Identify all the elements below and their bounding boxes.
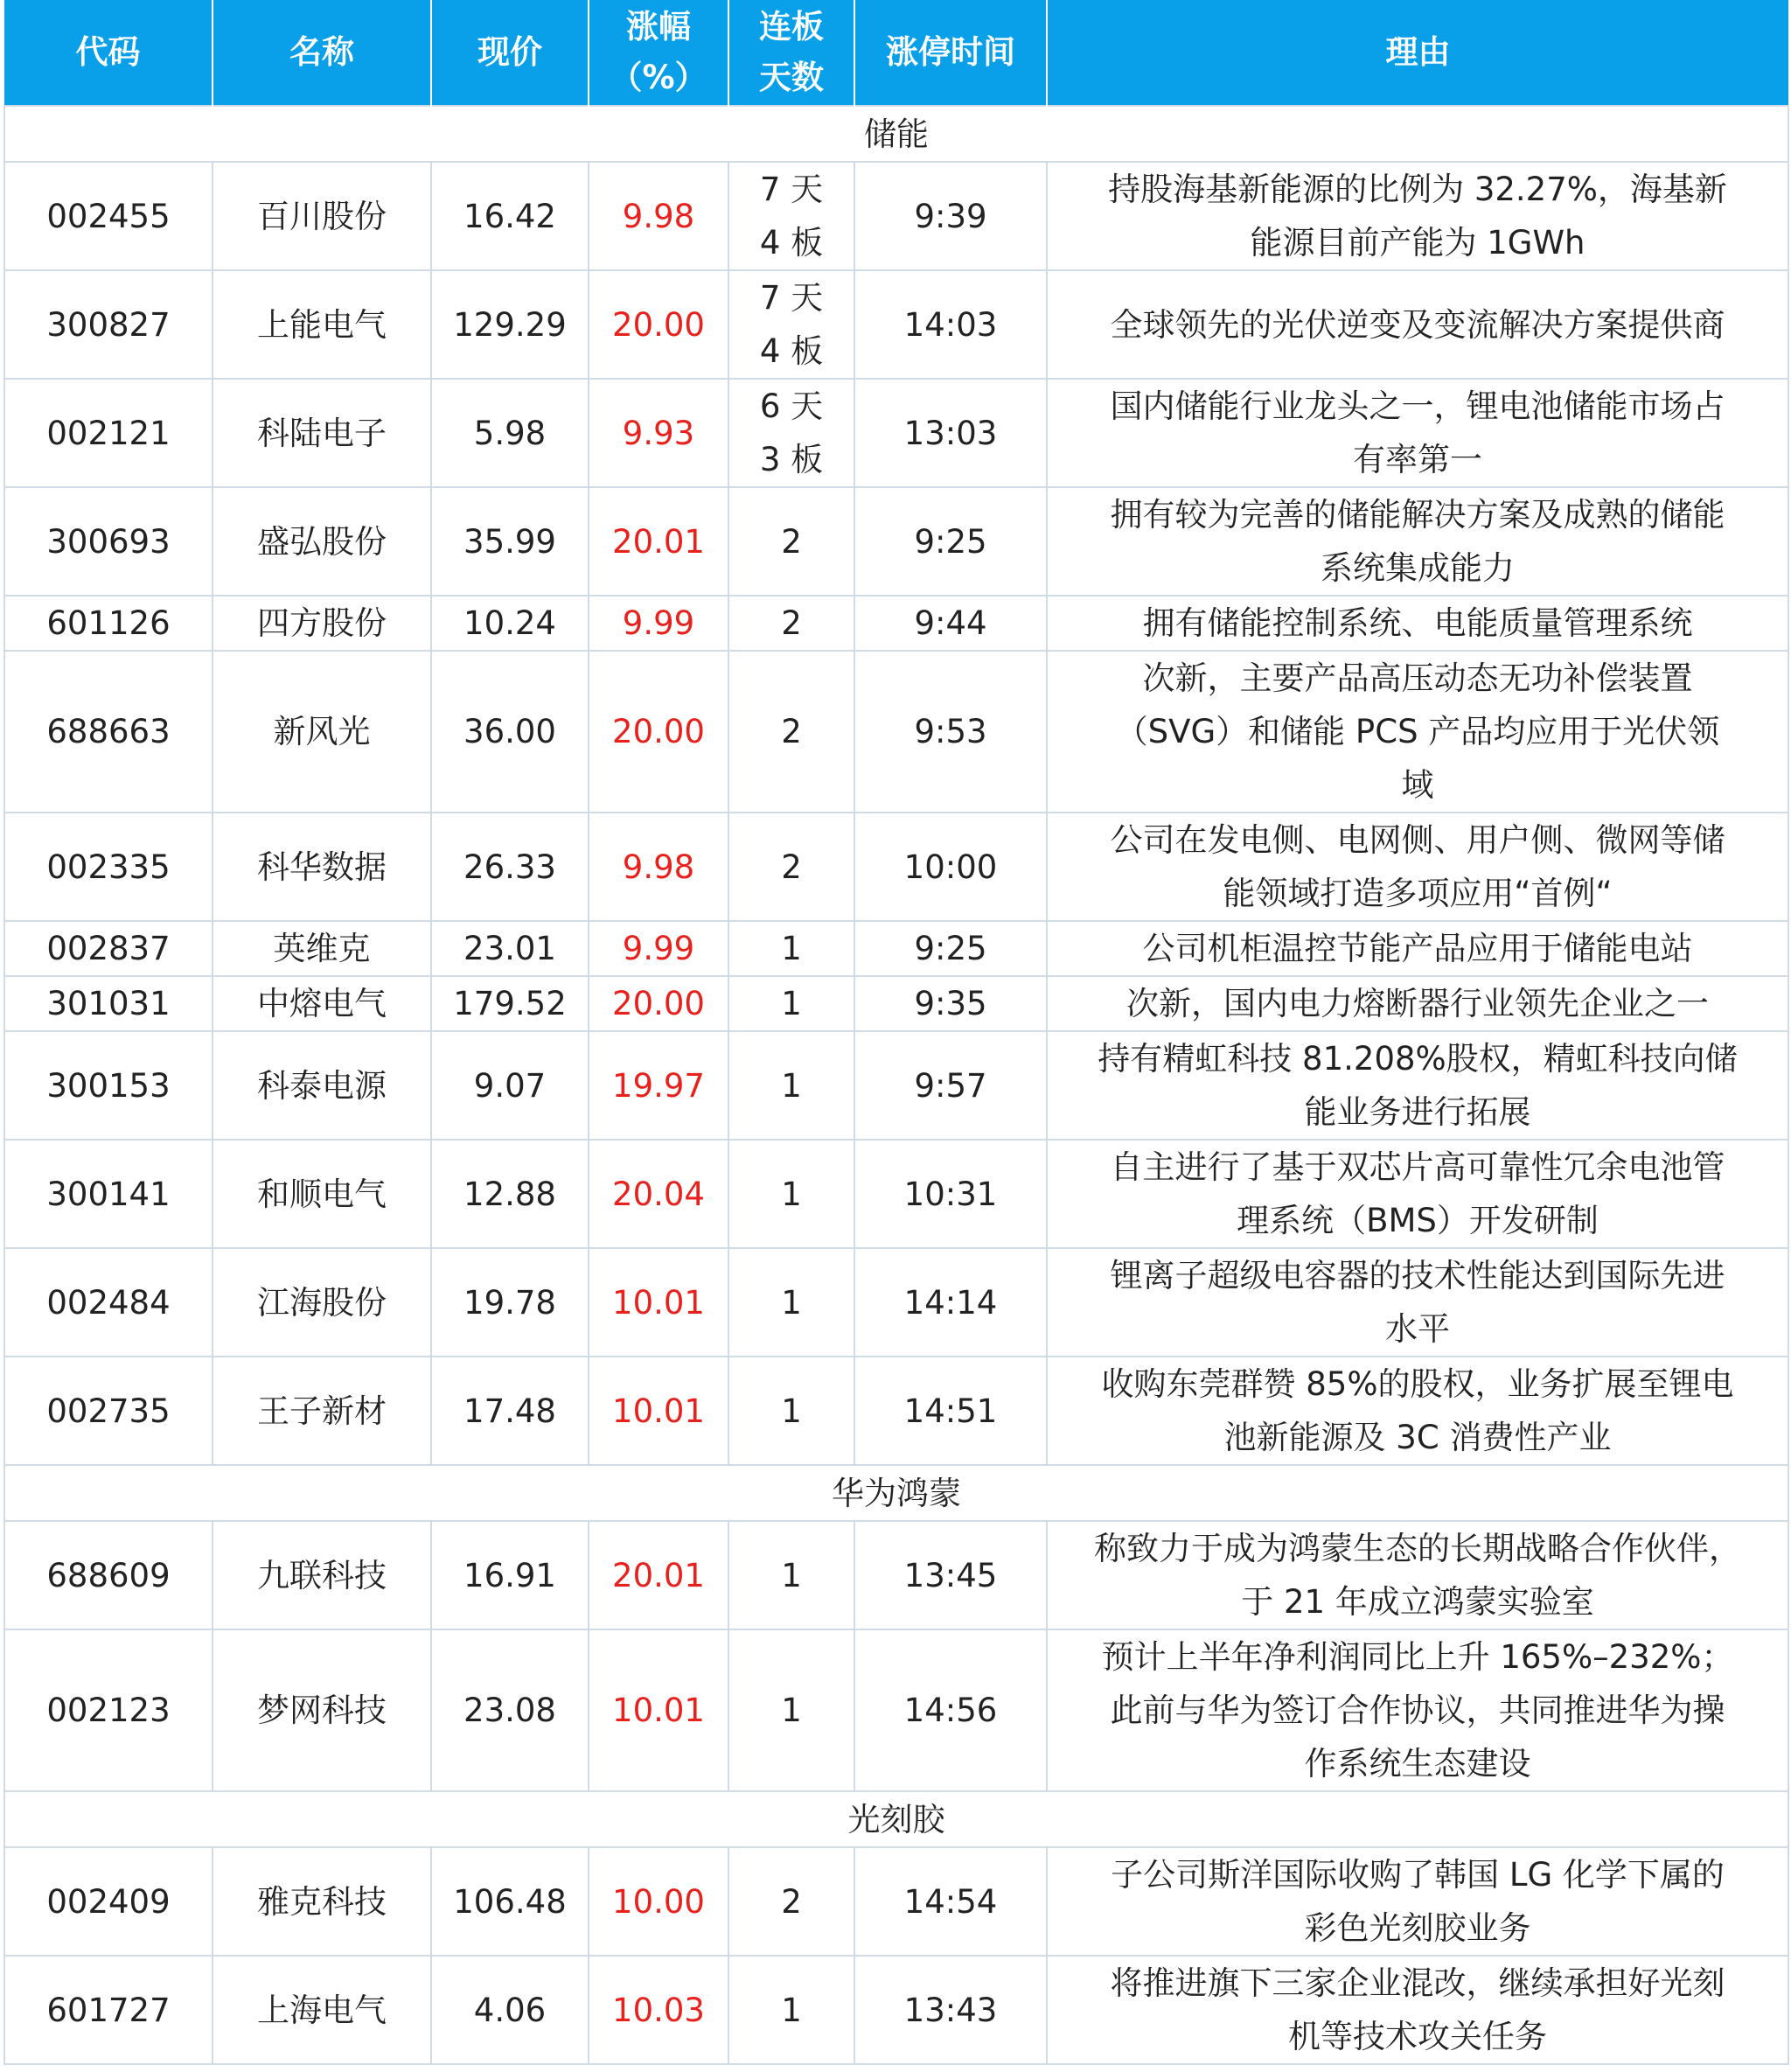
consecutive-days-cell (728, 270, 854, 379)
consecutive-days: 1 (781, 930, 802, 967)
limit-up-time-cell (854, 162, 1047, 270)
reason-text: 持有精虹科技 81.208%股权，精虹科技向储 (1098, 1040, 1738, 1078)
consecutive-days-cell (728, 162, 854, 270)
change-pct-cell (589, 921, 728, 976)
header-change-pct: 涨幅 （%） (589, 0, 728, 106)
consecutive-days-cell (728, 921, 854, 976)
stock-name: 盛弘股份 (257, 522, 387, 561)
limit-up-time: 9:44 (914, 604, 987, 642)
stock-name: 科泰电源 (257, 1066, 387, 1105)
price-cell (431, 270, 589, 379)
reason-cell (1047, 1031, 1788, 1140)
price-cell (431, 596, 589, 651)
reason-text: 能领域打造多项应用“首例“ (1223, 875, 1613, 912)
reason-text: 公司机柜温控节能产品应用于储能电站 (1142, 930, 1693, 967)
reason-cell (1047, 1248, 1788, 1357)
header-code: 代码 (4, 0, 213, 106)
reason-text: 将推进旗下三家企业混改，继续承担好光刻 (1110, 1964, 1725, 2002)
stock-name-cell (213, 1140, 431, 1248)
consecutive-days-cell (728, 1521, 854, 1629)
current-price: 16.42 (463, 197, 556, 235)
stock-name-cell (213, 379, 431, 487)
reason-cell (1047, 813, 1788, 921)
consecutive-days: 1 (781, 985, 802, 1022)
consecutive-days: 4 板 (759, 332, 824, 370)
change-pct: 10.01 (612, 1392, 705, 1430)
change-pct-cell (589, 487, 728, 596)
stock-name: 新风光 (273, 713, 371, 750)
stock-code: 002484 (46, 1283, 171, 1322)
change-pct: 20.00 (612, 985, 705, 1022)
reason-text: 系统集成能力 (1321, 549, 1515, 587)
stock-code-cell (4, 379, 213, 487)
stock-name: 科陆电子 (257, 414, 387, 452)
consecutive-days: 1 (781, 1066, 802, 1105)
price-cell (431, 1956, 589, 2064)
stock-code: 601126 (46, 604, 171, 642)
limit-up-time-cell (854, 1248, 1047, 1357)
change-pct-cell (589, 1521, 728, 1629)
stock-code-cell (4, 976, 213, 1031)
limit-up-time: 9:53 (914, 713, 987, 750)
change-pct-cell (589, 1031, 728, 1140)
reason-text: 池新能源及 3C 消费性产业 (1223, 1419, 1612, 1456)
current-price: 23.08 (463, 1692, 556, 1729)
stock-code-cell (4, 596, 213, 651)
reason-text: 机等技术攻关任务 (1288, 2018, 1547, 2055)
reason-text: 锂离子超级电容器的技术性能达到国际先进 (1110, 1257, 1725, 1294)
consecutive-days: 2 (781, 848, 802, 886)
limit-up-time: 9:25 (914, 930, 987, 967)
limit-up-time: 13:43 (903, 1991, 998, 2029)
reason-cell (1047, 1629, 1788, 1791)
stock-name: 九联科技 (257, 1556, 387, 1594)
stock-code: 300141 (46, 1175, 171, 1213)
stock-code-cell (4, 1956, 213, 2064)
consecutive-days-cell (728, 651, 854, 813)
reason-cell (1047, 487, 1788, 596)
reason-text: 作系统生态建设 (1304, 1745, 1531, 1782)
section-header-row (4, 1465, 1788, 1521)
reason-cell (1047, 1956, 1788, 2064)
section-title-text: 光刻胶 (847, 1800, 945, 1838)
table-row (4, 1521, 1788, 1629)
stock-code-cell (4, 1248, 213, 1357)
reason-cell (1047, 270, 1788, 379)
change-pct: 19.97 (612, 1066, 705, 1105)
change-pct: 9.93 (622, 414, 695, 452)
change-pct-cell (589, 162, 728, 270)
reason-text: 能业务进行拓展 (1304, 1093, 1531, 1131)
reason-text: 称致力于成为鸿蒙生态的长期战略合作伙伴， (1094, 1530, 1741, 1567)
table-row (4, 1956, 1788, 2064)
consecutive-days-cell (728, 1248, 854, 1357)
consecutive-days-cell (728, 976, 854, 1031)
table-row (4, 1248, 1788, 1357)
stock-code-cell (4, 921, 213, 976)
limit-up-stocks-table (3, 0, 1789, 2065)
reason-cell (1047, 651, 1788, 813)
consecutive-days: 1 (781, 1692, 802, 1729)
stock-code-cell (4, 162, 213, 270)
stock-code: 002121 (46, 414, 171, 452)
reason-cell (1047, 162, 1788, 270)
stock-table-container (3, 0, 1788, 2065)
reason-text: 子公司斯洋国际收购了韩国 LG 化学下属的 (1111, 1856, 1725, 1894)
stock-name-cell (213, 596, 431, 651)
section-title-text: 储能 (864, 115, 929, 153)
reason-text: 理系统（BMS）开发研制 (1237, 1202, 1599, 1239)
consecutive-days: 1 (781, 1991, 802, 2029)
consecutive-days: 6 天 (759, 387, 824, 425)
reason-cell (1047, 976, 1788, 1031)
limit-up-time: 9:39 (914, 197, 987, 235)
current-price: 129.29 (453, 305, 567, 344)
reason-cell (1047, 1140, 1788, 1248)
stock-name: 上海电气 (257, 1991, 387, 2029)
price-cell (431, 487, 589, 596)
reason-text: 拥有储能控制系统、电能质量管理系统 (1142, 604, 1693, 642)
table-header (4, 0, 1788, 106)
table-row (4, 162, 1788, 270)
consecutive-days-cell (728, 1357, 854, 1465)
table-row (4, 1031, 1788, 1140)
price-cell (431, 651, 589, 813)
limit-up-time-cell (854, 1031, 1047, 1140)
limit-up-time: 13:45 (903, 1556, 998, 1594)
current-price: 17.48 (463, 1392, 556, 1430)
stock-name: 上能电气 (257, 305, 387, 344)
stock-name-cell (213, 1521, 431, 1629)
limit-up-time-cell (854, 1357, 1047, 1465)
consecutive-days: 3 板 (759, 441, 824, 478)
header-reason: 理由 (1047, 0, 1788, 106)
current-price: 12.88 (463, 1175, 556, 1213)
change-pct-cell (589, 651, 728, 813)
reason-cell (1047, 596, 1788, 651)
limit-up-time: 14:14 (903, 1283, 998, 1322)
consecutive-days: 1 (781, 1556, 802, 1594)
stock-code-cell (4, 813, 213, 921)
reason-text: 自主进行了基于双芯片高可靠性冗余电池管 (1110, 1148, 1725, 1186)
change-pct-cell (589, 1847, 728, 1956)
stock-name-cell (213, 270, 431, 379)
limit-up-time: 10:00 (903, 848, 998, 886)
limit-up-time-cell (854, 651, 1047, 813)
limit-up-time: 9:35 (914, 985, 987, 1022)
stock-code: 688663 (46, 713, 171, 750)
limit-up-time-cell (854, 921, 1047, 976)
consecutive-days: 2 (781, 1882, 802, 1921)
reason-cell (1047, 379, 1788, 487)
limit-up-time: 14:03 (903, 305, 998, 344)
section-header-row (4, 106, 1788, 162)
change-pct: 9.99 (622, 604, 695, 642)
stock-code-cell (4, 1357, 213, 1465)
stock-name: 四方股份 (257, 604, 387, 642)
reason-text: 此前与华为签订合作协议，共同推进华为操 (1110, 1692, 1725, 1729)
reason-cell (1047, 921, 1788, 976)
current-price: 106.48 (453, 1882, 567, 1921)
price-cell (431, 1031, 589, 1140)
consecutive-days: 4 板 (759, 224, 824, 262)
stock-name-cell (213, 1847, 431, 1956)
table-row (4, 487, 1788, 596)
price-cell (431, 162, 589, 270)
stock-code-cell (4, 1031, 213, 1140)
consecutive-days: 2 (781, 604, 802, 642)
stock-name-cell (213, 651, 431, 813)
stock-code-cell (4, 1629, 213, 1791)
table-row (4, 1847, 1788, 1956)
stock-name: 王子新材 (257, 1392, 387, 1430)
reason-text: 全球领先的光伏逆变及变流解决方案提供商 (1110, 305, 1725, 344)
reason-text: 收购东莞群赞 85%的股权，业务扩展至锂电 (1101, 1365, 1734, 1403)
price-cell (431, 379, 589, 487)
limit-up-time-cell (854, 813, 1047, 921)
stock-code-cell (4, 1521, 213, 1629)
reason-text: （SVG）和储能 PCS 产品均应用于光伏领 (1115, 713, 1720, 750)
table-row (4, 596, 1788, 651)
limit-up-time-cell (854, 270, 1047, 379)
reason-text: 公司在发电侧、电网侧、用户侧、微网等储 (1110, 821, 1725, 859)
current-price: 26.33 (463, 848, 556, 886)
change-pct: 20.01 (612, 522, 705, 561)
stock-code: 002837 (46, 930, 171, 967)
limit-up-time: 14:54 (903, 1882, 998, 1921)
stock-code: 300827 (46, 305, 171, 344)
stock-name: 和顺电气 (257, 1175, 387, 1213)
stock-code: 002123 (46, 1692, 171, 1729)
limit-up-time: 9:57 (914, 1066, 987, 1105)
change-pct: 20.04 (612, 1175, 705, 1213)
limit-up-time-cell (854, 1629, 1047, 1791)
consecutive-days: 1 (781, 1175, 802, 1213)
stock-code-cell (4, 270, 213, 379)
change-pct: 9.98 (622, 197, 695, 235)
stock-name-cell (213, 813, 431, 921)
header-price: 现价 (431, 0, 589, 106)
stock-code: 300693 (46, 522, 171, 561)
stock-code: 688609 (46, 1556, 171, 1594)
stock-name: 雅克科技 (257, 1882, 387, 1921)
reason-text: 次新，国内电力熔断器行业领先企业之一 (1126, 985, 1709, 1022)
reason-text: 国内储能行业龙头之一，锂电池储能市场占 (1110, 387, 1725, 425)
header-row (4, 0, 1788, 106)
reason-text: 水平 (1385, 1310, 1450, 1348)
price-cell (431, 1140, 589, 1248)
current-price: 19.78 (463, 1283, 556, 1322)
table-row (4, 270, 1788, 379)
change-pct: 9.99 (622, 930, 695, 967)
change-pct: 10.01 (612, 1692, 705, 1729)
change-pct: 9.98 (622, 848, 695, 886)
consecutive-days-cell (728, 813, 854, 921)
consecutive-days: 1 (781, 1392, 802, 1430)
stock-name: 英维克 (273, 930, 371, 967)
reason-cell (1047, 1357, 1788, 1465)
price-cell (431, 1629, 589, 1791)
table-row (4, 651, 1788, 813)
reason-text: 持股海基新能源的比例为 32.27%，海基新 (1108, 171, 1727, 208)
current-price: 35.99 (463, 522, 556, 561)
change-pct: 20.01 (612, 1556, 705, 1594)
reason-text: 拥有较为完善的储能解决方案及成熟的储能 (1110, 496, 1725, 534)
table-row (4, 976, 1788, 1031)
limit-up-time: 10:31 (903, 1175, 998, 1213)
table-body (4, 106, 1788, 2064)
change-pct: 10.00 (612, 1882, 705, 1921)
consecutive-days-cell (728, 596, 854, 651)
limit-up-time-cell (854, 1521, 1047, 1629)
stock-code: 002409 (46, 1882, 171, 1921)
limit-up-time: 14:51 (903, 1392, 998, 1430)
header-consecutive-days: 连板 天数 (728, 0, 854, 106)
stock-name-cell (213, 487, 431, 596)
stock-name-cell (213, 1031, 431, 1140)
stock-name-cell (213, 976, 431, 1031)
section-header-row (4, 1791, 1788, 1847)
stock-name: 梦网科技 (257, 1692, 387, 1729)
change-pct-cell (589, 1248, 728, 1357)
current-price: 4.06 (473, 1991, 547, 2029)
limit-up-time-cell (854, 487, 1047, 596)
consecutive-days-cell (728, 1847, 854, 1956)
limit-up-time-cell (854, 596, 1047, 651)
header-limit-up-time: 涨停时间 (854, 0, 1047, 106)
price-cell (431, 813, 589, 921)
limit-up-time: 13:03 (903, 414, 998, 452)
change-pct: 10.03 (612, 1991, 705, 2029)
stock-name: 科华数据 (257, 848, 387, 886)
change-pct-cell (589, 1629, 728, 1791)
change-pct: 20.00 (612, 305, 705, 344)
reason-cell (1047, 1847, 1788, 1956)
change-pct-cell (589, 1357, 728, 1465)
stock-name: 百川股份 (257, 197, 387, 235)
stock-name-cell (213, 1357, 431, 1465)
stock-name-cell (213, 1629, 431, 1791)
limit-up-time: 14:56 (903, 1692, 998, 1729)
consecutive-days-cell (728, 1629, 854, 1791)
current-price: 9.07 (473, 1066, 547, 1105)
limit-up-time-cell (854, 1847, 1047, 1956)
consecutive-days: 2 (781, 522, 802, 561)
header-name: 名称 (213, 0, 431, 106)
stock-code: 300153 (46, 1066, 171, 1105)
limit-up-time-cell (854, 1140, 1047, 1248)
stock-code: 601727 (46, 1991, 171, 2029)
table-row (4, 1629, 1788, 1791)
change-pct-cell (589, 379, 728, 487)
section-title (4, 1465, 1788, 1521)
stock-name-cell (213, 1956, 431, 2064)
change-pct-cell (589, 813, 728, 921)
change-pct-cell (589, 1140, 728, 1248)
change-pct: 10.01 (612, 1283, 705, 1322)
table-row (4, 1140, 1788, 1248)
price-cell (431, 1847, 589, 1956)
stock-code: 002735 (46, 1392, 171, 1430)
section-title (4, 106, 1788, 162)
stock-code-cell (4, 651, 213, 813)
consecutive-days: 2 (781, 713, 802, 750)
stock-code: 002455 (46, 197, 171, 235)
price-cell (431, 976, 589, 1031)
stock-name: 中熔电气 (257, 985, 387, 1022)
stock-code-cell (4, 1847, 213, 1956)
current-price: 23.01 (463, 930, 556, 967)
section-title-text: 华为鸿蒙 (832, 1474, 961, 1512)
consecutive-days-cell (728, 1140, 854, 1248)
section-title (4, 1791, 1788, 1847)
stock-name-cell (213, 1248, 431, 1357)
reason-text: 彩色光刻胶业务 (1304, 1909, 1531, 1947)
current-price: 16.91 (463, 1556, 556, 1594)
reason-text: 预计上半年净利润同比上升 165%–232%； (1101, 1638, 1734, 1676)
table-row (4, 921, 1788, 976)
current-price: 10.24 (463, 604, 556, 642)
consecutive-days: 7 天 (759, 171, 824, 208)
consecutive-days-cell (728, 1956, 854, 2064)
stock-code-cell (4, 1140, 213, 1248)
table-row (4, 813, 1788, 921)
reason-text: 于 21 年成立鸿蒙实验室 (1241, 1583, 1594, 1621)
change-pct: 20.00 (612, 713, 705, 750)
table-row (4, 379, 1788, 487)
stock-name-cell (213, 921, 431, 976)
consecutive-days-cell (728, 1031, 854, 1140)
consecutive-days-cell (728, 379, 854, 487)
stock-code: 002335 (46, 848, 171, 886)
current-price: 179.52 (453, 985, 567, 1022)
limit-up-time-cell (854, 976, 1047, 1031)
stock-name-cell (213, 162, 431, 270)
reason-text: 能源目前产能为 1GWh (1250, 224, 1585, 262)
price-cell (431, 1357, 589, 1465)
price-cell (431, 1521, 589, 1629)
change-pct-cell (589, 270, 728, 379)
price-cell (431, 921, 589, 976)
reason-text: 次新，主要产品高压动态无功补偿装置 (1142, 659, 1693, 697)
limit-up-time: 9:25 (914, 522, 987, 561)
price-cell (431, 1248, 589, 1357)
limit-up-time-cell (854, 379, 1047, 487)
current-price: 5.98 (473, 414, 547, 452)
change-pct-cell (589, 976, 728, 1031)
reason-text: 有率第一 (1353, 441, 1482, 478)
change-pct-cell (589, 596, 728, 651)
reason-cell (1047, 1521, 1788, 1629)
consecutive-days-cell (728, 487, 854, 596)
table-row (4, 1357, 1788, 1465)
current-price: 36.00 (463, 713, 556, 750)
stock-code-cell (4, 487, 213, 596)
consecutive-days: 7 天 (759, 279, 824, 317)
stock-name: 江海股份 (257, 1283, 387, 1322)
reason-text: 域 (1401, 766, 1434, 804)
stock-code: 301031 (46, 985, 171, 1022)
change-pct-cell (589, 1956, 728, 2064)
consecutive-days: 1 (781, 1283, 802, 1322)
limit-up-time-cell (854, 1956, 1047, 2064)
